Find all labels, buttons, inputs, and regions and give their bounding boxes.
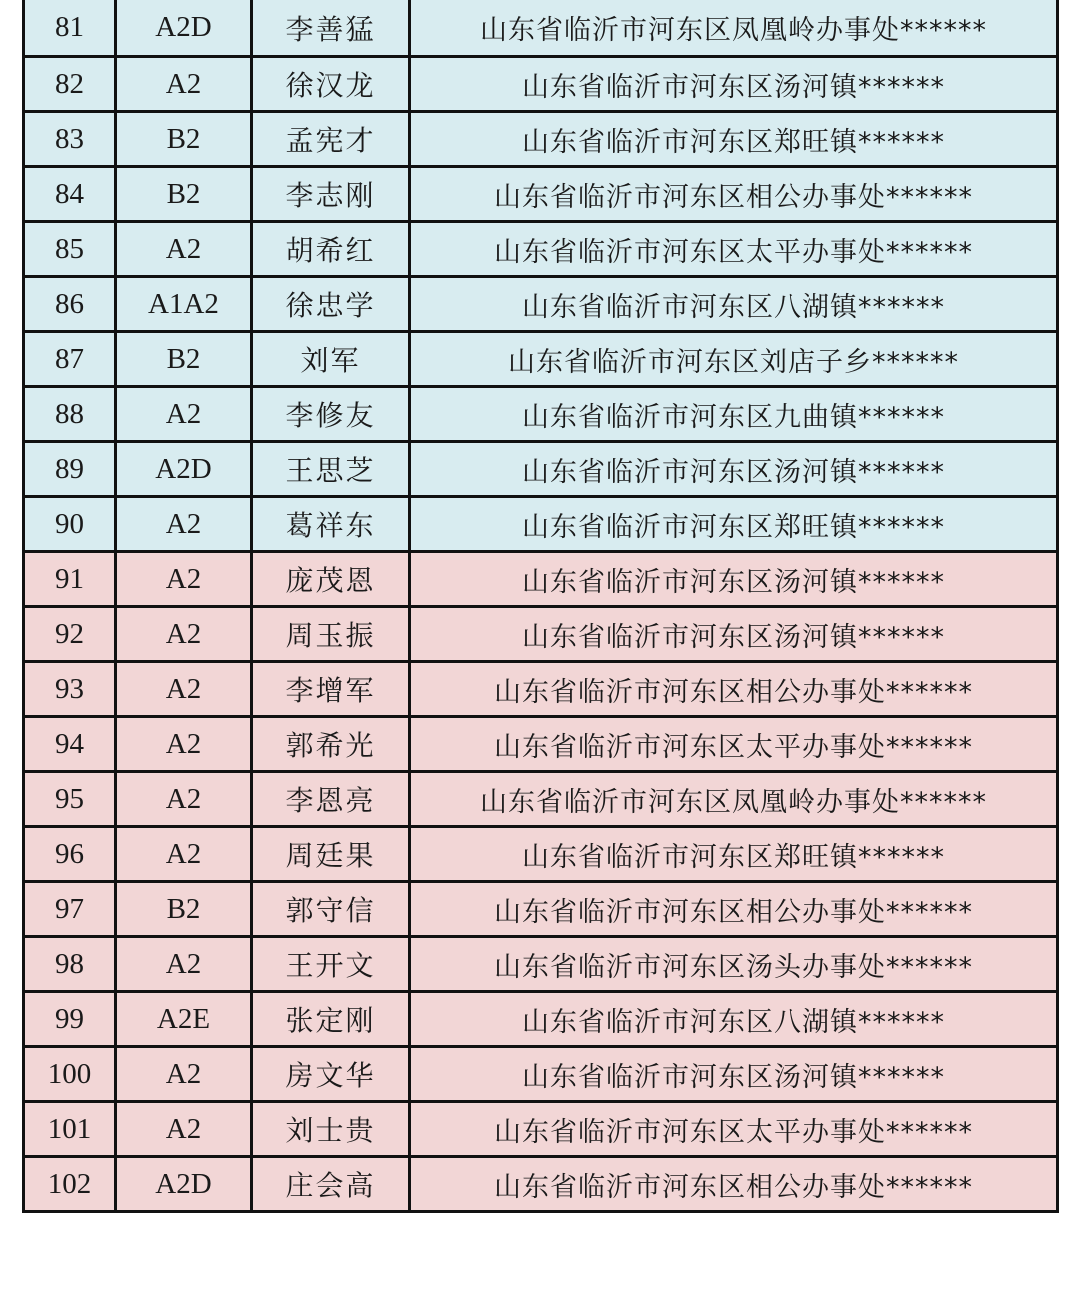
table-row xyxy=(24,607,1058,662)
person-name-cell: 庄会高 xyxy=(252,1157,410,1212)
address-cell: 山东省临沂市河东区汤河镇****** xyxy=(410,1047,1058,1102)
address-cell: 山东省临沂市河东区太平办事处****** xyxy=(410,717,1058,772)
row-number-cell: 99 xyxy=(24,992,116,1047)
row-number-cell: 95 xyxy=(24,772,116,827)
row-number-cell: 100 xyxy=(24,1047,116,1102)
address-cell: 山东省临沂市河东区郑旺镇****** xyxy=(410,497,1058,552)
table-row xyxy=(24,167,1058,222)
address-cell: 山东省临沂市河东区八湖镇****** xyxy=(410,992,1058,1047)
license-class-cell: A2 xyxy=(116,1102,252,1157)
person-name-cell: 胡希红 xyxy=(252,222,410,277)
row-number-cell: 87 xyxy=(24,332,116,387)
row-number-cell: 90 xyxy=(24,497,116,552)
row-number-cell: 94 xyxy=(24,717,116,772)
table-row xyxy=(24,552,1058,607)
person-name-cell: 刘军 xyxy=(252,332,410,387)
row-number-cell: 92 xyxy=(24,607,116,662)
license-class-cell: A2 xyxy=(116,387,252,442)
person-name-cell: 孟宪才 xyxy=(252,112,410,167)
person-name-cell: 李修友 xyxy=(252,387,410,442)
row-number-cell: 83 xyxy=(24,112,116,167)
license-class-cell: B2 xyxy=(116,112,252,167)
address-cell: 山东省临沂市河东区凤凰岭办事处****** xyxy=(410,0,1058,57)
license-class-cell: B2 xyxy=(116,882,252,937)
table-row xyxy=(24,662,1058,717)
address-cell: 山东省临沂市河东区汤河镇****** xyxy=(410,442,1058,497)
row-number-cell: 101 xyxy=(24,1102,116,1157)
license-class-cell: A2 xyxy=(116,1047,252,1102)
table-row xyxy=(24,992,1058,1047)
address-cell: 山东省临沂市河东区刘店子乡****** xyxy=(410,332,1058,387)
table-row xyxy=(24,387,1058,442)
person-name-cell: 李善猛 xyxy=(252,0,410,57)
roster-table-body xyxy=(24,0,1058,1212)
address-cell: 山东省临沂市河东区汤河镇****** xyxy=(410,552,1058,607)
license-class-cell: A2 xyxy=(116,937,252,992)
row-number-cell: 84 xyxy=(24,167,116,222)
license-class-cell: A2 xyxy=(116,552,252,607)
address-cell: 山东省临沂市河东区太平办事处****** xyxy=(410,222,1058,277)
row-number-cell: 91 xyxy=(24,552,116,607)
row-number-cell: 89 xyxy=(24,442,116,497)
person-name-cell: 李志刚 xyxy=(252,167,410,222)
license-class-cell: A2E xyxy=(116,992,252,1047)
license-class-cell: A2 xyxy=(116,827,252,882)
address-cell: 山东省临沂市河东区凤凰岭办事处****** xyxy=(410,772,1058,827)
license-class-cell: A2 xyxy=(116,57,252,112)
person-name-cell: 庞茂恩 xyxy=(252,552,410,607)
license-class-cell: B2 xyxy=(116,167,252,222)
address-cell: 山东省临沂市河东区太平办事处****** xyxy=(410,1102,1058,1157)
table-row xyxy=(24,1047,1058,1102)
table-row xyxy=(24,772,1058,827)
person-name-cell: 李恩亮 xyxy=(252,772,410,827)
license-class-cell: A2 xyxy=(116,607,252,662)
row-number-cell: 86 xyxy=(24,277,116,332)
address-cell: 山东省临沂市河东区相公办事处****** xyxy=(410,662,1058,717)
person-name-cell: 郭希光 xyxy=(252,717,410,772)
license-class-cell: A2 xyxy=(116,662,252,717)
person-name-cell: 周玉振 xyxy=(252,607,410,662)
address-cell: 山东省临沂市河东区八湖镇****** xyxy=(410,277,1058,332)
address-cell: 山东省临沂市河东区郑旺镇****** xyxy=(410,112,1058,167)
roster-table-container xyxy=(22,0,1056,1213)
address-cell: 山东省临沂市河东区汤头办事处****** xyxy=(410,937,1058,992)
row-number-cell: 93 xyxy=(24,662,116,717)
license-class-cell: A2D xyxy=(116,1157,252,1212)
address-cell: 山东省临沂市河东区郑旺镇****** xyxy=(410,827,1058,882)
person-name-cell: 李增军 xyxy=(252,662,410,717)
license-class-cell: A1A2 xyxy=(116,277,252,332)
person-name-cell: 刘士贵 xyxy=(252,1102,410,1157)
person-name-cell: 王开文 xyxy=(252,937,410,992)
roster-table xyxy=(22,0,1059,1213)
license-class-cell: A2 xyxy=(116,222,252,277)
address-cell: 山东省临沂市河东区相公办事处****** xyxy=(410,1157,1058,1212)
row-number-cell: 81 xyxy=(24,0,116,57)
person-name-cell: 周廷果 xyxy=(252,827,410,882)
table-row xyxy=(24,937,1058,992)
person-name-cell: 房文华 xyxy=(252,1047,410,1102)
table-row xyxy=(24,827,1058,882)
table-row xyxy=(24,57,1058,112)
row-number-cell: 88 xyxy=(24,387,116,442)
address-cell: 山东省临沂市河东区汤河镇****** xyxy=(410,607,1058,662)
person-name-cell: 徐汉龙 xyxy=(252,57,410,112)
row-number-cell: 85 xyxy=(24,222,116,277)
person-name-cell: 郭守信 xyxy=(252,882,410,937)
table-row xyxy=(24,222,1058,277)
table-row xyxy=(24,332,1058,387)
table-row xyxy=(24,277,1058,332)
license-class-cell: A2D xyxy=(116,0,252,57)
row-number-cell: 98 xyxy=(24,937,116,992)
table-row xyxy=(24,717,1058,772)
license-class-cell: A2 xyxy=(116,772,252,827)
person-name-cell: 葛祥东 xyxy=(252,497,410,552)
row-number-cell: 82 xyxy=(24,57,116,112)
row-number-cell: 97 xyxy=(24,882,116,937)
person-name-cell: 张定刚 xyxy=(252,992,410,1047)
person-name-cell: 徐忠学 xyxy=(252,277,410,332)
license-class-cell: A2D xyxy=(116,442,252,497)
table-row xyxy=(24,112,1058,167)
table-row xyxy=(24,1157,1058,1212)
address-cell: 山东省临沂市河东区相公办事处****** xyxy=(410,882,1058,937)
address-cell: 山东省临沂市河东区九曲镇****** xyxy=(410,387,1058,442)
table-row xyxy=(24,1102,1058,1157)
license-class-cell: A2 xyxy=(116,717,252,772)
table-row xyxy=(24,0,1058,57)
address-cell: 山东省临沂市河东区汤河镇****** xyxy=(410,57,1058,112)
row-number-cell: 102 xyxy=(24,1157,116,1212)
row-number-cell: 96 xyxy=(24,827,116,882)
table-row xyxy=(24,882,1058,937)
table-row xyxy=(24,497,1058,552)
license-class-cell: B2 xyxy=(116,332,252,387)
person-name-cell: 王思芝 xyxy=(252,442,410,497)
table-row xyxy=(24,442,1058,497)
license-class-cell: A2 xyxy=(116,497,252,552)
address-cell: 山东省临沂市河东区相公办事处****** xyxy=(410,167,1058,222)
